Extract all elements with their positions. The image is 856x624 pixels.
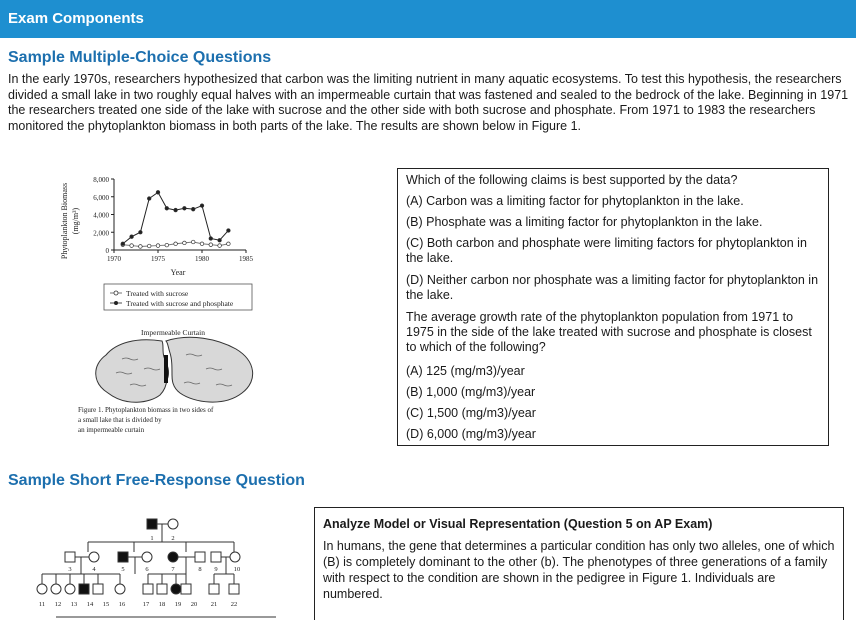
pedigree-label: 9 <box>214 566 218 573</box>
data-point-sucrose-phosphate <box>200 204 204 208</box>
y-tick-label: 6,000 <box>93 193 109 202</box>
legend-marker-filled <box>114 301 118 305</box>
data-point-sucrose-phosphate <box>156 191 160 195</box>
q2-stem: The average growth rate of the phytoplankton population from 1971 to 1975 in the side of the lake treated with sucrose and phosphate is closest to which of the following? <box>406 310 812 354</box>
data-point-sucrose-phosphate <box>130 235 134 239</box>
pedigree-label: 6 <box>145 566 149 573</box>
figure-panel <box>56 163 352 439</box>
pedigree-label: 17 <box>142 601 150 608</box>
header-title: Exam Components <box>8 10 144 27</box>
mc-intro: In the early 1970s, researchers hypothesized that carbon was the limiting nutrient in many aquatic ecosystems. To test this hypothesis, the researchers divided a small lake in two roughly equal halves with an impermeable curtain that was fastened and sealed to the bedrock of the lake. Beginning in 1971 the researchers treated one side of the lake with sucrose and the other side with both sucrose and phosphate. From 1971 to 1983 the researchers monitored the phytoplankton biomass in both parts of the lake. The results are shown below in Figure 1. <box>8 72 849 133</box>
lake-right-half <box>166 337 253 402</box>
pedigree-label: 15 <box>102 601 110 608</box>
data-point-sucrose-phosphate <box>147 197 151 201</box>
curtain-label: Impermeable Curtain <box>141 328 205 337</box>
series-line-sucrose-phosphate <box>123 192 229 243</box>
data-point-sucrose <box>165 243 169 247</box>
pedigree-label: 3 <box>68 566 72 573</box>
q1-option-c[interactable]: (C) Both carbon and phosphate were limiting factors for phytoplankton in the lake. <box>406 236 807 265</box>
y-tick-label: 2,000 <box>93 229 109 238</box>
fr-box-body: In humans, the gene that determines a particular condition has only two alleles, one of which (B) is completely dominant to the other (b). The phenotypes of three generations of a family with respect to the condition are shown in the pedigree in Figure 1. Individuals are numbered. <box>323 539 835 601</box>
pedigree-label: 21 <box>210 601 218 608</box>
q2-option-b[interactable]: (B) 1,000 (mg/m3)/year <box>406 385 536 399</box>
data-point-sucrose <box>147 244 151 248</box>
data-point-sucrose <box>156 244 160 248</box>
curtain <box>164 355 168 383</box>
pedigree-label: 13 <box>70 601 78 608</box>
pedigree-label: 11 <box>38 601 46 608</box>
q1-option-a[interactable]: (A) Carbon was a limiting factor for phytoplankton in the lake. <box>406 194 744 208</box>
data-point-sucrose-phosphate <box>174 208 178 212</box>
y-ticks <box>93 176 114 255</box>
figure-svg <box>56 163 352 439</box>
series-layer <box>121 191 230 249</box>
pedigree-label: 20 <box>190 601 198 608</box>
lake-left-half <box>96 340 169 403</box>
pedigree-svg <box>36 512 280 619</box>
chart-ylabel-1: Phytoplankton Biomass <box>60 182 69 260</box>
data-point-sucrose-phosphate <box>227 229 231 233</box>
data-point-sucrose <box>227 242 231 246</box>
data-point-sucrose-phosphate <box>183 206 187 210</box>
legend-label-filled: Treated with sucrose and phosphate <box>126 299 234 308</box>
data-point-sucrose <box>191 240 195 244</box>
pedigree-panel <box>36 512 280 619</box>
pedigree-label: 4 <box>92 566 96 573</box>
x-tick-label: 1975 <box>151 255 165 263</box>
fr-heading: Sample Short Free-Response Question <box>8 472 305 489</box>
q2-option-d[interactable]: (D) 6,000 (mg/m3)/year <box>406 427 536 441</box>
data-point-sucrose <box>218 244 222 248</box>
pedigree-individual-affected-male <box>147 519 157 529</box>
pedigree-labels <box>39 535 240 608</box>
y-tick-label: 8,000 <box>93 176 109 184</box>
pedigree-label: 2 <box>171 535 175 542</box>
data-point-sucrose <box>130 244 134 248</box>
data-point-sucrose <box>209 243 213 247</box>
pedigree-label: 14 <box>86 601 94 608</box>
q1-option-b[interactable]: (B) Phosphate was a limiting factor for phytoplankton in the lake. <box>406 215 763 229</box>
q1-stem: Which of the following claims is best supported by the data? <box>406 173 738 187</box>
x-tick-label: 1980 <box>195 255 209 263</box>
x-tick-label: 1970 <box>107 255 121 263</box>
data-point-sucrose-phosphate <box>165 206 169 210</box>
fr-question-box <box>314 507 844 620</box>
data-point-sucrose-phosphate <box>218 238 222 242</box>
data-point-sucrose-phosphate <box>209 237 213 241</box>
pedigree-label: 22 <box>230 601 238 608</box>
header-bar <box>0 0 856 38</box>
pedigree-label: 7 <box>171 566 175 573</box>
legend-label-open: Treated with sucrose <box>126 289 189 298</box>
pedigree-individual-female <box>168 519 178 529</box>
chart-xlabel: Year <box>170 268 186 277</box>
pedigree-label: 8 <box>198 566 202 573</box>
pedigree-label: 10 <box>233 566 241 573</box>
figure-caption: Figure 1. Phytoplankton biomass in two sides of a small lake that is divided by an impermeable curtain <box>78 406 214 434</box>
x-tick-label: 1985 <box>239 255 253 263</box>
data-point-sucrose <box>139 245 143 249</box>
q1-option-d[interactable]: (D) Neither carbon nor phosphate was a limiting factor for phytoplankton in the lake. <box>406 273 819 302</box>
data-point-sucrose-phosphate <box>121 242 125 246</box>
y-tick-label: 4,000 <box>93 211 109 220</box>
y-tick-label: 0 <box>105 247 109 255</box>
data-point-sucrose-phosphate <box>191 207 195 211</box>
data-point-sucrose <box>174 242 178 246</box>
q2-option-a[interactable]: (A) 125 (mg/m3)/year <box>406 364 525 378</box>
pedigree-label: 12 <box>54 601 62 608</box>
pedigree-label: 19 <box>174 601 182 608</box>
legend-marker-open <box>114 291 118 295</box>
pedigree-label: 1 <box>150 535 154 542</box>
q2-option-c[interactable]: (C) 1,500 (mg/m3)/year <box>406 406 536 420</box>
pedigree-label: 16 <box>118 601 126 608</box>
mc-heading: Sample Multiple-Choice Questions <box>8 49 272 66</box>
x-ticks <box>107 250 254 263</box>
fr-box-title: Analyze Model or Visual Representation (Question 5 on AP Exam) <box>323 517 713 531</box>
chart-ylabel-2: (mg/m³) <box>71 207 80 235</box>
pedigree-label: 5 <box>121 566 125 573</box>
pedigree-label: 18 <box>158 601 166 608</box>
data-point-sucrose-phosphate <box>139 230 143 234</box>
mc-question-box <box>397 168 829 446</box>
data-point-sucrose <box>183 241 187 245</box>
data-point-sucrose <box>200 242 204 246</box>
